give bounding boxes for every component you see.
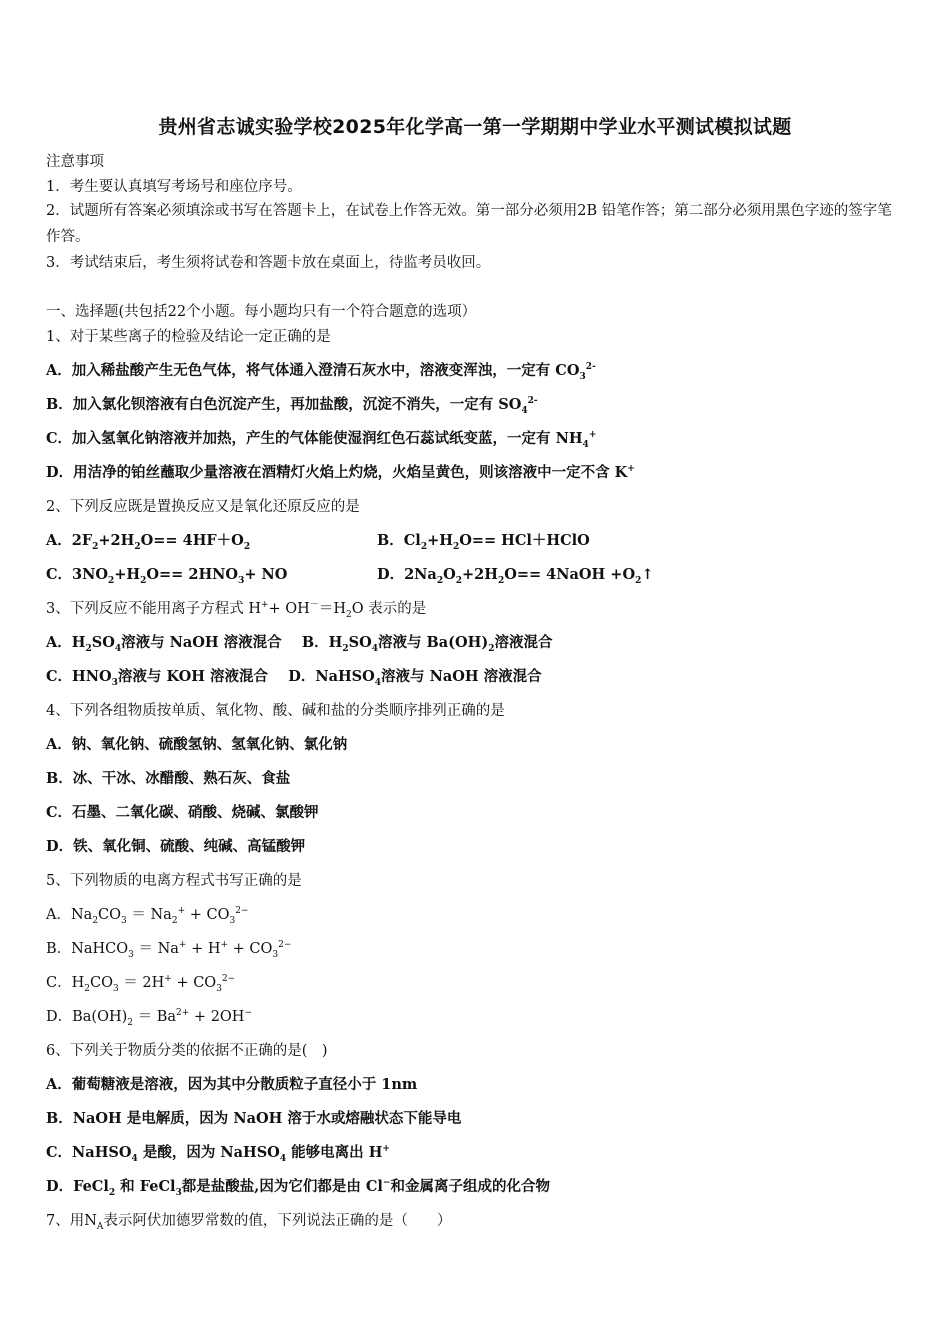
question-2-option-b: B．$Cl_2+H_2O==$ HCl＋HClO [377,532,590,552]
question-3-options-row1 [46,633,906,653]
question-4-option-a: A．钠、氧化钠、硫酸氢钠、氢氧化钠、氯化钠 [46,736,348,753]
question-1-option-d: D．用洁净的铂丝蘸取少量溶液在酒精灯火焰上灼烧，火焰呈黄色，则该溶液中一定不含 K+ [46,464,635,481]
question-2-option-d: D．$2Na_2O_2+2H_2O==$ 4NaOH $+O_2↑$ [377,566,654,586]
question-5-option-b: B．NaHCO$_3$ ＝ $Na^+ + H^+ + CO_3^{2-}$ [46,940,292,960]
page-title: 贵州省志诚实验学校2025年化学高一第一学期期中学业水平测试模拟试题 [158,116,792,138]
question-3-option-d: D．NaHSO$_4$溶液与 NaOH 溶液混合 [288,668,542,688]
notice-heading: 注意事项 [46,154,104,170]
question-5-option-d: D．$Ba(OH)_2 = Ba^{2+} + 2OH^-$ [46,1008,253,1028]
notice-item-3: 3．考试结束后，考生须将试卷和答题卡放在桌面上，待监考员收回。 [46,255,491,271]
section-heading: 一、选择题(共包括22个小题。每小题均只有一个符合题意的选项） [46,304,477,320]
notice-item-2: 2．试题所有答案必须填涂或书写在答题卡上，在试卷上作答无效。第一部分必须用2B 铅笔作答；第二部分必须用黑色字迹的签字笔作答。 [46,203,892,245]
question-6-option-a: A．葡萄糖液是溶液，因为其中分散质粒子直径小于 1nm [46,1076,418,1093]
question-4-option-d: D．铁、氧化铜、硫酸、纯碱、高锰酸钾 [46,838,306,855]
question-3-stem: 3、下列反应不能用离子方程式 $H^++ OH^-=H_2O$ 表示的是 [46,600,427,620]
question-1-stem: 1、对于某些离子的检验及结论一定正确的是 [46,329,331,345]
question-6-option-c: C．NaHSO$_4$ 是酸，因为 NaHSO$_4$ 能够电离出 H+ [46,1144,390,1164]
question-5-stem: 5、下列物质的电离方程式书写正确的是 [46,873,302,889]
question-6-option-b: B．NaOH 是电解质，因为 NaOH 溶于水或熔融状态下能导电 [46,1110,462,1127]
question-4-option-c: C．石墨、二氧化碳、硝酸、烧碱、氯酸钾 [46,804,319,821]
question-2-option-a: A．$2F_2+2H_2O== 4HF+O_2$ [46,532,251,552]
question-2-option-c: C．$3NO_2+H_2O== 2HNO_3+$ NO [46,566,288,586]
question-5-option-c: C．$H_2CO_3 = 2H^+ + CO_3^{2-}$ [46,974,236,994]
question-4-option-b: B．冰、干冰、冰醋酸、熟石灰、食盐 [46,770,291,787]
question-6-stem: 6、下列关于物质分类的依据不正确的是( ) [46,1043,328,1059]
question-2-stem: 2、下列反应既是置换反应又是氧化还原反应的是 [46,499,360,515]
question-7-stem: 7、用$N_A$表示阿伏加德罗常数的值，下列说法正确的是（ ） [46,1213,452,1232]
question-6-option-d: D．FeCl$_2$ 和 FeCl$_3$都是盐酸盐,因为它们都是由 Cl−和金属离子组成的化合物 [46,1178,550,1198]
question-1-option-c: C．加入氢氧化钠溶液并加热，产生的气体能使湿润红色石蕊试纸变蓝，一定有 $NH_4^+$ [46,430,597,450]
question-3-option-b: B．$H_2SO_4$溶液与 $Ba(OH)_2$溶液混合 [301,634,553,654]
question-3-option-a: A．$H_2SO_4$溶液与 NaOH 溶液混合 [46,634,282,654]
question-5-option-a: A．$Na_2CO_3 = Na_2^+ + CO_3^{2-}$ [46,906,249,926]
question-3-options-row2 [46,667,906,687]
question-2-options-row2 [46,565,906,585]
notice-item-1: 1．考生要认真填写考场号和座位序号。 [46,179,302,195]
question-1-option-a: A．加入稀盐酸产生无色气体，将气体通入澄清石灰水中，溶液变浑浊，一定有 $CO_3^{2-}$ [46,362,596,382]
question-2-options-row1 [46,531,906,551]
question-4-stem: 4、下列各组物质按单质、氧化物、酸、碱和盐的分类顺序排列正确的是 [46,703,505,719]
question-1-option-b: B．加入氯化钡溶液有白色沉淀产生，再加盐酸，沉淀不消失，一定有 $SO_4^{2-}$ [46,396,538,416]
question-3-option-c: C．$HNO_3$溶液与 KOH 溶液混合 [46,668,269,688]
